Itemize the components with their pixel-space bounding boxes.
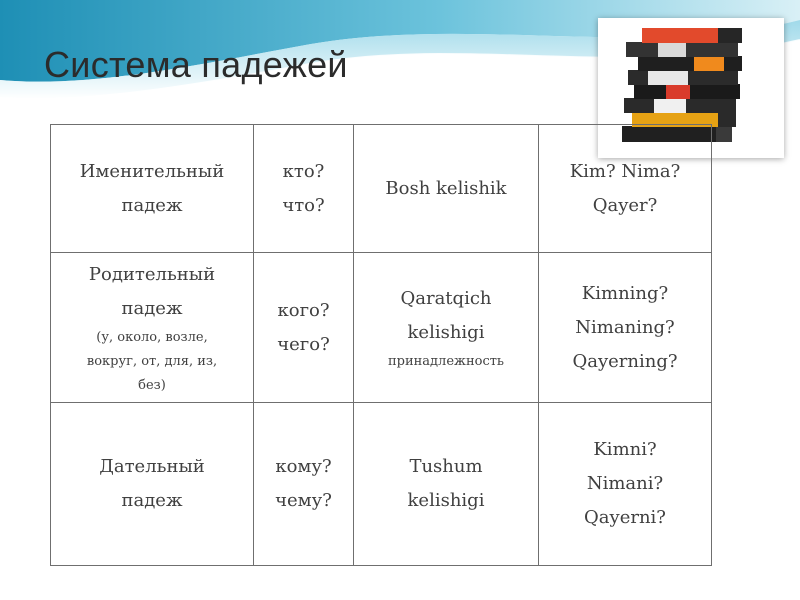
uz-question: Qayerning?	[572, 350, 678, 372]
case-prepositions: без)	[138, 377, 166, 393]
case-name-line: Родительный	[88, 263, 216, 285]
table-row	[51, 125, 712, 253]
case-prepositions: вокруг, от, для, из,	[86, 353, 218, 369]
ru-questions-cell	[254, 253, 354, 403]
uz-questions-cell	[539, 125, 712, 253]
uz-question: Nimani?	[586, 473, 664, 494]
cases-table	[50, 124, 712, 566]
case-name-line: падеж	[121, 490, 183, 511]
case-name-line: падеж	[121, 194, 183, 216]
uz-question: Qayer?	[592, 194, 658, 216]
case-name-cell	[51, 125, 254, 253]
case-name-cell	[51, 403, 254, 566]
ru-question: чего?	[277, 333, 330, 355]
ru-question: чему?	[275, 490, 332, 511]
uz-question: Kim? Nima?	[569, 160, 681, 182]
uz-questions-cell	[539, 253, 712, 403]
uz-case-name: Bosh kelishik	[385, 177, 507, 199]
uz-question: Kimning?	[581, 282, 669, 304]
table-row	[51, 253, 712, 403]
ru-questions-cell	[254, 125, 354, 253]
table-row	[51, 403, 712, 566]
ru-questions-cell	[254, 403, 354, 566]
ru-question: кому?	[275, 456, 332, 477]
uz-case-name-cell	[354, 403, 539, 566]
uz-case-name: kelishigi	[407, 490, 485, 511]
uz-question: Nimaning?	[575, 316, 675, 338]
uz-case-name: Qaratqich	[400, 287, 492, 309]
case-name-cell	[51, 253, 254, 403]
uz-case-name: Tushum	[409, 456, 483, 477]
uz-case-name: kelishigi	[407, 321, 485, 343]
uz-questions-cell	[539, 403, 712, 566]
uz-case-name-cell	[354, 125, 539, 253]
case-name-line: Дательный	[99, 456, 205, 477]
ru-question: что?	[282, 194, 325, 216]
uz-question: Kimni?	[593, 439, 657, 460]
ru-question: кого?	[277, 299, 330, 321]
case-name-line: Именительный	[79, 160, 225, 182]
case-name-line: падеж	[121, 297, 183, 319]
uz-case-name-cell	[354, 253, 539, 403]
case-prepositions: (у, около, возле,	[96, 329, 208, 345]
ru-question: кто?	[282, 160, 325, 182]
uz-question: Qayerni?	[584, 507, 666, 528]
slide-title: Система падежей	[44, 44, 348, 85]
uz-case-note: принадлежность	[387, 353, 505, 369]
